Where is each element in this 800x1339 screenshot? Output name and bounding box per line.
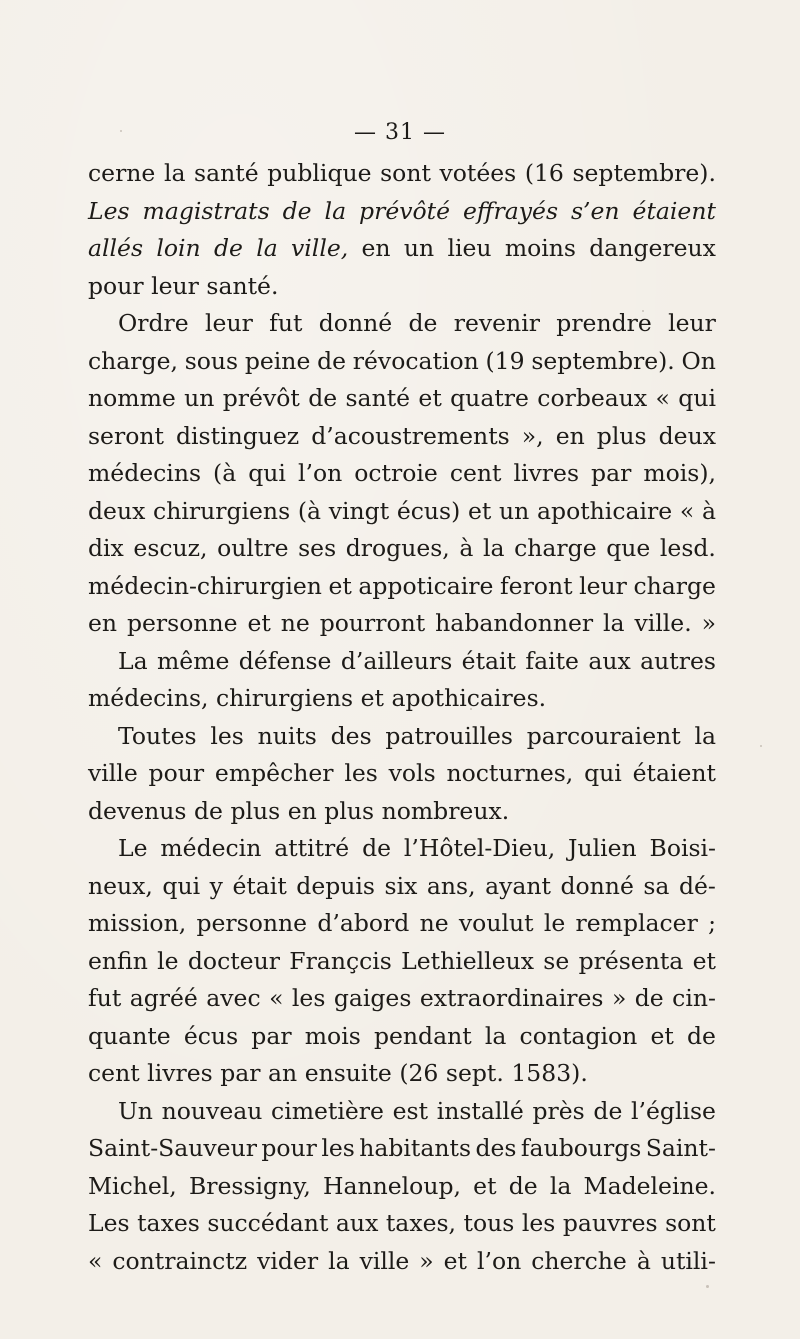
- text-line: [88, 493, 716, 531]
- text-line: [88, 943, 716, 981]
- word: septembre).: [572, 159, 716, 187]
- word: avec: [206, 984, 261, 1012]
- word: Saint-: [645, 1134, 716, 1162]
- word: l’on: [297, 459, 343, 487]
- word: prévôt: [222, 384, 300, 412]
- word: Le: [118, 834, 148, 862]
- word: un: [184, 384, 215, 412]
- text-line: [88, 305, 716, 343]
- text-line: [88, 1168, 716, 1206]
- word: charge,: [88, 346, 178, 375]
- word: autres: [640, 646, 716, 675]
- text-line: [88, 1055, 716, 1093]
- word: deux: [658, 421, 716, 450]
- word: faite: [525, 646, 579, 675]
- word: faubourgs: [520, 1134, 642, 1162]
- text-line: [88, 343, 716, 381]
- word: tous: [463, 1209, 515, 1237]
- word: septembre).: [531, 346, 675, 375]
- text-line: [88, 230, 716, 268]
- word: plus: [324, 796, 375, 825]
- word: six: [384, 871, 418, 900]
- word: nombreux.: [381, 796, 510, 825]
- word: sont: [380, 159, 431, 187]
- word: nomme: [88, 384, 176, 412]
- word: en: [287, 796, 317, 825]
- word: seront: [88, 421, 164, 450]
- word: des: [330, 721, 372, 750]
- word: nuits: [257, 721, 317, 750]
- text-line: [88, 193, 716, 231]
- word: an: [268, 1059, 298, 1087]
- word: d’abord: [317, 909, 410, 937]
- word: sont: [665, 1209, 716, 1237]
- word: charge: [514, 534, 597, 562]
- word: sa: [643, 871, 670, 900]
- text-line: [88, 868, 716, 906]
- word: était: [232, 871, 287, 900]
- text-line: [88, 1018, 716, 1056]
- word: un: [403, 234, 435, 262]
- word: appoticaire: [358, 571, 494, 600]
- word: un: [499, 496, 530, 525]
- word: magistrats: [142, 196, 270, 225]
- word: pour: [148, 759, 205, 787]
- word: »,: [521, 421, 544, 450]
- word: y: [209, 871, 223, 900]
- word: de: [193, 796, 223, 825]
- word: livres: [147, 1059, 213, 1087]
- word: d’ailleurs: [340, 646, 453, 675]
- word: cerne: [88, 159, 156, 187]
- word: le: [543, 909, 566, 937]
- word: habandonner: [435, 609, 594, 637]
- word: ville,: [291, 234, 349, 262]
- word: vols: [388, 759, 436, 787]
- word: et: [443, 1246, 467, 1275]
- word: leur: [205, 309, 253, 337]
- word: les: [344, 759, 378, 787]
- word: «: [269, 984, 284, 1012]
- text-line: [88, 793, 716, 831]
- page-number: — 31 —: [354, 120, 446, 145]
- word: ville: [88, 759, 138, 787]
- word: santé: [345, 384, 411, 412]
- body-text: [88, 155, 716, 1280]
- word: les: [210, 721, 244, 750]
- word: le: [157, 946, 179, 975]
- word: la: [324, 196, 347, 225]
- word: par: [220, 1059, 261, 1087]
- word: cimetière: [271, 1096, 384, 1125]
- word: «: [679, 496, 695, 525]
- text-line: [88, 830, 716, 868]
- word: On: [681, 346, 716, 375]
- word: l’Hôtel-Dieu,: [403, 834, 556, 862]
- word: que: [606, 534, 651, 562]
- word: qui: [584, 759, 622, 787]
- word: ne: [419, 909, 449, 937]
- word: ;: [708, 909, 716, 937]
- word: défense: [238, 646, 332, 675]
- word: et: [360, 684, 384, 712]
- text-line: [88, 268, 716, 306]
- word: étaient: [632, 196, 716, 225]
- word: habitants: [359, 1134, 472, 1162]
- text-line: [88, 418, 716, 456]
- word: attitré: [274, 834, 350, 862]
- word: taxes: [137, 1209, 200, 1237]
- word: prévôté: [359, 196, 451, 225]
- word: patrouilles: [385, 721, 513, 750]
- word: depuis: [296, 871, 375, 900]
- word: d’acoustrements: [311, 421, 510, 450]
- word: qui: [162, 871, 201, 900]
- word: ans,: [426, 871, 476, 900]
- word: et: [473, 1171, 497, 1200]
- word: «: [88, 1246, 103, 1275]
- word: succédant: [207, 1209, 329, 1237]
- word: la: [484, 1021, 507, 1050]
- word: écus: [183, 1021, 239, 1050]
- word: Boisi-: [649, 834, 716, 862]
- word: la: [163, 159, 186, 187]
- word: publique: [267, 159, 372, 187]
- word: de: [408, 309, 438, 337]
- word: loin: [156, 234, 201, 262]
- word: plus: [596, 421, 647, 450]
- word: même: [157, 646, 230, 675]
- text-line: [88, 718, 716, 756]
- word: par: [591, 459, 632, 487]
- word: est: [392, 1096, 429, 1125]
- paper-speck: [470, 708, 472, 710]
- word: la: [256, 234, 278, 262]
- word: écus): [396, 496, 461, 525]
- word: vider: [257, 1246, 319, 1275]
- word: »: [611, 984, 627, 1012]
- word: personne: [196, 909, 308, 937]
- word: leur: [151, 271, 199, 300]
- word: personne: [126, 609, 238, 637]
- word: »: [701, 609, 716, 637]
- word: »: [419, 1246, 434, 1275]
- text-line: [88, 755, 716, 793]
- word: mois: [304, 1021, 361, 1050]
- word: ville: [359, 1246, 410, 1275]
- text-line: [88, 568, 716, 606]
- word: médecins,: [88, 684, 209, 712]
- word: apothicaires.: [391, 684, 547, 712]
- word: mission,: [88, 909, 187, 937]
- word: la: [549, 1171, 572, 1200]
- word: Madeleine.: [583, 1171, 716, 1200]
- word: donné: [318, 309, 393, 337]
- word: santé: [194, 159, 259, 187]
- word: ses: [298, 534, 337, 562]
- word: se: [543, 946, 570, 975]
- text-line: [88, 905, 716, 943]
- word: lieu: [447, 234, 492, 262]
- word: effrayés: [462, 196, 559, 225]
- text-line: [88, 605, 716, 643]
- word: cent: [449, 459, 502, 487]
- word: pour: [261, 1134, 317, 1162]
- word: escuz,: [133, 534, 208, 562]
- word: et: [467, 496, 492, 525]
- word: plus: [230, 796, 281, 825]
- word: (à: [297, 496, 322, 525]
- word: devenus: [88, 796, 187, 825]
- word: oultre: [217, 534, 289, 562]
- word: (19: [485, 346, 525, 375]
- word: ville.: [634, 609, 692, 637]
- text-line: [88, 455, 716, 493]
- word: quatre: [450, 384, 529, 412]
- word: livres: [513, 459, 580, 487]
- word: qui: [678, 384, 716, 412]
- word: et: [692, 946, 716, 975]
- text-line: [88, 680, 716, 718]
- word: votées: [439, 159, 517, 187]
- word: Julien: [568, 834, 637, 862]
- word: (à: [213, 459, 237, 487]
- word: Les: [88, 1209, 130, 1237]
- paper-speck: [760, 745, 762, 747]
- word: fut: [269, 309, 303, 337]
- word: installé: [436, 1096, 524, 1125]
- word: contagion: [519, 1021, 638, 1050]
- word: les: [321, 1134, 355, 1162]
- word: aux: [588, 646, 631, 675]
- text-line: [88, 643, 716, 681]
- word: (26: [399, 1059, 439, 1087]
- word: chirurgiens: [153, 496, 291, 525]
- word: était: [461, 646, 516, 675]
- word: enfin: [88, 946, 148, 975]
- word: Françcis: [289, 946, 392, 975]
- word: de: [213, 234, 243, 262]
- word: empêcher: [214, 759, 334, 787]
- word: donné: [560, 871, 634, 900]
- word: l’on: [476, 1246, 522, 1275]
- word: ayant: [485, 871, 551, 900]
- word: de: [593, 1096, 623, 1125]
- word: sous: [184, 346, 239, 375]
- word: en: [555, 421, 585, 450]
- word: apothicaire: [537, 496, 673, 525]
- word: ne: [280, 609, 310, 637]
- word: qui: [248, 459, 286, 487]
- word: révocation: [352, 346, 479, 375]
- text-line: [88, 155, 716, 193]
- text-line: [88, 1205, 716, 1243]
- word: allés: [88, 234, 144, 262]
- paper-speck: [642, 310, 644, 312]
- word: La: [118, 646, 148, 675]
- word: étaient: [632, 759, 716, 787]
- word: dix: [88, 534, 124, 562]
- word: à: [636, 1246, 651, 1275]
- word: l’église: [631, 1096, 716, 1125]
- word: la: [328, 1246, 350, 1275]
- word: taxes,: [385, 1209, 457, 1237]
- word: et: [247, 609, 271, 637]
- word: nouveau: [161, 1096, 263, 1125]
- word: médecin: [160, 834, 262, 862]
- word: octroie: [354, 459, 438, 487]
- word: et: [650, 1021, 674, 1050]
- word: à: [701, 496, 716, 525]
- text-line: [88, 1130, 716, 1168]
- word: leur: [579, 571, 627, 600]
- word: parcouraient: [526, 721, 681, 750]
- word: sept.: [445, 1059, 504, 1087]
- word: drogues,: [345, 534, 450, 562]
- word: «: [655, 384, 670, 412]
- word: Bressigny,: [188, 1171, 311, 1200]
- word: remplacer: [575, 909, 698, 937]
- word: lesd.: [659, 534, 716, 562]
- word: Hanneloup,: [322, 1171, 461, 1200]
- text-line: [88, 530, 716, 568]
- paper-speck: [120, 130, 122, 132]
- word: extraordinaires: [419, 984, 604, 1012]
- word: vingt: [328, 496, 390, 525]
- word: prendre: [556, 309, 652, 337]
- word: neux,: [88, 871, 153, 900]
- word: la: [603, 609, 625, 637]
- word: utili-: [660, 1246, 716, 1275]
- word: en: [361, 234, 391, 262]
- word: présenta: [578, 946, 684, 975]
- word: docteur: [187, 946, 280, 975]
- word: en: [88, 609, 118, 637]
- word: Ordre: [118, 309, 189, 337]
- word: Un: [118, 1096, 153, 1125]
- word: de: [362, 834, 392, 862]
- word: de: [282, 196, 312, 225]
- word: charge: [633, 571, 716, 600]
- word: de: [687, 1021, 716, 1050]
- word: santé.: [206, 271, 279, 300]
- word: Toutes: [118, 721, 197, 750]
- word: Lethielleux: [401, 946, 534, 975]
- word: gaiges: [333, 984, 412, 1012]
- word: cin-: [672, 984, 716, 1012]
- word: dé-: [678, 871, 716, 900]
- word: médecins: [88, 459, 202, 487]
- word: leur: [668, 309, 716, 337]
- word: moins: [504, 234, 576, 262]
- word: aux: [335, 1209, 379, 1237]
- word: s’en: [571, 196, 620, 225]
- word: ensuite: [304, 1059, 392, 1087]
- word: contrainctz: [112, 1246, 248, 1275]
- word: peine: [244, 346, 311, 375]
- word: (16: [524, 159, 564, 187]
- word: de: [634, 984, 664, 1012]
- word: pour: [88, 271, 144, 300]
- word: cherche: [531, 1246, 627, 1275]
- word: Les: [88, 196, 130, 225]
- word: près: [532, 1096, 585, 1125]
- word: distinguez: [176, 421, 300, 450]
- text-line: [88, 1243, 716, 1281]
- word: voulut: [458, 909, 534, 937]
- word: les: [291, 984, 326, 1012]
- word: les: [521, 1209, 556, 1237]
- word: de: [508, 1171, 538, 1200]
- word: de: [317, 346, 347, 375]
- word: médecin-chirurgien: [88, 571, 322, 600]
- word: 1583).: [511, 1059, 588, 1087]
- word: à: [459, 534, 474, 562]
- word: Saint-Sauveur: [88, 1134, 257, 1162]
- paper-speck: [706, 1285, 709, 1288]
- text-line: [88, 980, 716, 1018]
- word: et: [418, 384, 442, 412]
- word: pourront: [319, 609, 426, 637]
- word: mois),: [643, 459, 716, 487]
- word: fut: [88, 984, 122, 1012]
- word: quante: [88, 1021, 171, 1050]
- word: agréé: [129, 984, 198, 1012]
- word: feront: [499, 571, 573, 600]
- word: Michel,: [88, 1171, 177, 1200]
- word: de: [308, 384, 338, 412]
- word: revenir: [453, 309, 540, 337]
- word: par: [251, 1021, 292, 1050]
- word: deux: [88, 496, 146, 525]
- word: pauvres: [562, 1209, 658, 1237]
- text-line: [88, 380, 716, 418]
- word: et: [328, 571, 352, 600]
- word: la: [482, 534, 505, 562]
- word: nocturnes,: [446, 759, 574, 787]
- word: cent: [88, 1059, 140, 1087]
- text-line: [88, 1093, 716, 1131]
- word: dangereux: [589, 234, 716, 262]
- word: corbeaux: [537, 384, 648, 412]
- word: chirurgiens: [216, 684, 354, 712]
- word: la: [694, 721, 716, 750]
- word: des: [475, 1134, 517, 1162]
- word: pendant: [373, 1021, 472, 1050]
